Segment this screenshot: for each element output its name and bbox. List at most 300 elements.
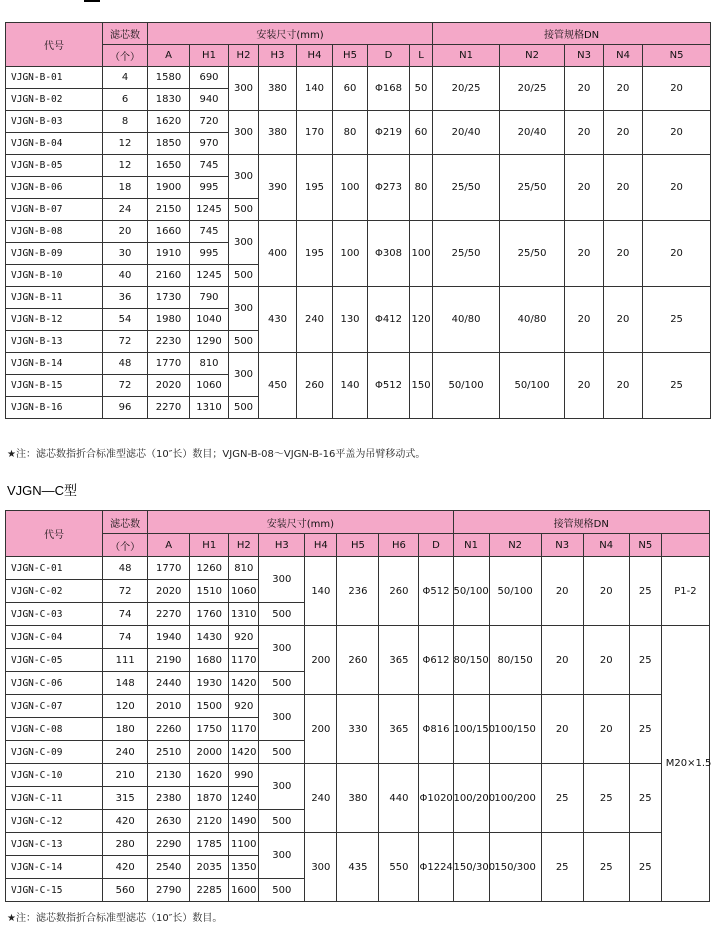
dim-n2: 50/100 xyxy=(489,557,541,626)
dim-n3: 20 xyxy=(565,221,604,287)
dim-h1: 790 xyxy=(190,287,229,309)
dim-n5: 25 xyxy=(643,353,711,419)
row-code: VJGN-C-05 xyxy=(6,649,103,672)
dim-a: 2230 xyxy=(148,331,190,353)
table-row xyxy=(6,155,711,177)
dim-h2: 990 xyxy=(229,764,259,787)
col-header: H4 xyxy=(305,534,337,557)
row-code: VJGN-C-06 xyxy=(6,672,103,695)
dim-n3: 20 xyxy=(565,111,604,155)
dim-h4: 300 xyxy=(305,833,337,902)
dim-a: 2260 xyxy=(148,718,190,741)
col-header: N5 xyxy=(643,45,711,67)
filter-count: 420 xyxy=(103,810,148,833)
col-header: A xyxy=(148,45,190,67)
dim-h1: 1785 xyxy=(190,833,229,856)
col-header: D xyxy=(419,534,453,557)
dim-n1: 80/150 xyxy=(453,626,489,695)
col-header: N5 xyxy=(629,534,661,557)
dim-n4: 25 xyxy=(583,764,629,833)
dim-h4: 195 xyxy=(297,155,333,221)
dim-h3: 500 xyxy=(259,810,305,833)
dim-n3: 20 xyxy=(565,353,604,419)
dim-a: 2510 xyxy=(148,741,190,764)
dim-h4: 240 xyxy=(305,764,337,833)
row-code: VJGN-C-13 xyxy=(6,833,103,856)
table-row xyxy=(6,833,710,856)
dim-n4: 20 xyxy=(604,111,643,155)
dim-d: Φ512 xyxy=(368,353,410,419)
dim-l: 100 xyxy=(410,221,433,287)
header-filters: 滤芯数 xyxy=(103,23,148,45)
filter-count: 560 xyxy=(103,879,148,902)
col-header: N1 xyxy=(453,534,489,557)
dim-n5: 25 xyxy=(629,764,661,833)
dim-h2: 300 xyxy=(229,221,259,265)
table-row xyxy=(6,67,711,89)
dim-a: 2440 xyxy=(148,672,190,695)
row-code: VJGN-B-14 xyxy=(6,353,103,375)
filter-count: 6 xyxy=(103,89,148,111)
col-header: H5 xyxy=(337,534,379,557)
dim-h1: 2285 xyxy=(190,879,229,902)
dim-a: 1830 xyxy=(148,89,190,111)
dim-h1: 1930 xyxy=(190,672,229,695)
row-code: VJGN-C-09 xyxy=(6,741,103,764)
filter-count: 315 xyxy=(103,787,148,810)
table-row xyxy=(6,695,710,718)
dim-n5: 25 xyxy=(629,833,661,902)
filter-count: 4 xyxy=(103,67,148,89)
filter-count: 48 xyxy=(103,353,148,375)
header-filters: 滤芯数 xyxy=(103,511,148,534)
dim-n5: 20 xyxy=(643,111,711,155)
dim-a: 1770 xyxy=(148,557,190,580)
filter-count: 18 xyxy=(103,177,148,199)
table-row xyxy=(6,287,711,309)
dim-l: 150 xyxy=(410,353,433,419)
col-header: H3 xyxy=(259,534,305,557)
col-header: H6 xyxy=(379,534,419,557)
dim-h1: 1430 xyxy=(190,626,229,649)
dim-h3: 390 xyxy=(259,155,297,221)
dim-h1: 1760 xyxy=(190,603,229,626)
dim-h1: 970 xyxy=(190,133,229,155)
dim-n4: 20 xyxy=(604,353,643,419)
dim-h1: 720 xyxy=(190,111,229,133)
row-code: VJGN-B-03 xyxy=(6,111,103,133)
dim-n2: 20/25 xyxy=(500,67,565,111)
dim-h5: 130 xyxy=(333,287,368,353)
dim-h1: 2035 xyxy=(190,856,229,879)
dim-n1: 100/200 xyxy=(453,764,489,833)
filter-count: 8 xyxy=(103,111,148,133)
dim-n3: 20 xyxy=(541,695,583,764)
dim-n1: 25/50 xyxy=(433,221,500,287)
filter-count: 72 xyxy=(103,580,148,603)
dim-a: 1650 xyxy=(148,155,190,177)
dim-h1: 2000 xyxy=(190,741,229,764)
col-header: A xyxy=(148,534,190,557)
filter-count: 20 xyxy=(103,221,148,243)
row-code: VJGN-B-09 xyxy=(6,243,103,265)
dim-a: 2790 xyxy=(148,879,190,902)
table-row xyxy=(6,764,710,787)
filter-count: 280 xyxy=(103,833,148,856)
dim-h3: 380 xyxy=(259,111,297,155)
dim-h1: 1245 xyxy=(190,265,229,287)
header-install-dims: 安装尺寸(mm) xyxy=(148,511,453,534)
dim-h1: 1040 xyxy=(190,309,229,331)
dim-a: 1770 xyxy=(148,353,190,375)
dim-n5: 25 xyxy=(629,557,661,626)
col-header: L xyxy=(410,45,433,67)
dim-h2: 1170 xyxy=(229,718,259,741)
dim-n4: 20 xyxy=(583,695,629,764)
dim-a: 2020 xyxy=(148,580,190,603)
filter-count: 24 xyxy=(103,199,148,221)
row-code: VJGN-B-07 xyxy=(6,199,103,221)
header-code: 代号 xyxy=(6,511,103,557)
dim-n3: 25 xyxy=(541,833,583,902)
dim-h1: 1260 xyxy=(190,557,229,580)
dim-a: 1660 xyxy=(148,221,190,243)
row-code: VJGN-B-12 xyxy=(6,309,103,331)
col-header: N1 xyxy=(433,45,500,67)
filter-count: 30 xyxy=(103,243,148,265)
dim-n2: 50/100 xyxy=(500,353,565,419)
col-header: H2 xyxy=(229,534,259,557)
row-code: VJGN-B-01 xyxy=(6,67,103,89)
dim-h2: 1240 xyxy=(229,787,259,810)
col-header: N4 xyxy=(583,534,629,557)
dim-h5: 236 xyxy=(337,557,379,626)
dim-h6: 365 xyxy=(379,695,419,764)
dim-h1: 1060 xyxy=(190,375,229,397)
dim-h1: 940 xyxy=(190,89,229,111)
row-code: VJGN-C-04 xyxy=(6,626,103,649)
row-code: VJGN-B-10 xyxy=(6,265,103,287)
dim-h2: 1170 xyxy=(229,649,259,672)
dim-n3: 25 xyxy=(541,764,583,833)
col-header: N2 xyxy=(500,45,565,67)
row-code: VJGN-C-07 xyxy=(6,695,103,718)
dim-h4: 200 xyxy=(305,695,337,764)
dim-h4: 260 xyxy=(297,353,333,419)
dim-d: Φ273 xyxy=(368,155,410,221)
filter-count: 148 xyxy=(103,672,148,695)
col-header-extra xyxy=(661,534,709,557)
dim-h5: 100 xyxy=(333,155,368,221)
dim-n4: 25 xyxy=(583,833,629,902)
filter-count: 420 xyxy=(103,856,148,879)
dim-h2: 300 xyxy=(229,67,259,111)
row-code: VJGN-B-02 xyxy=(6,89,103,111)
dim-l: 80 xyxy=(410,155,433,221)
dim-h6: 260 xyxy=(379,557,419,626)
table-row xyxy=(6,111,711,133)
dim-d: Φ168 xyxy=(368,67,410,111)
row-code: VJGN-B-16 xyxy=(6,397,103,419)
dim-n2: 40/80 xyxy=(500,287,565,353)
dim-h5: 80 xyxy=(333,111,368,155)
header-unit: （个） xyxy=(103,534,148,557)
filter-count: 120 xyxy=(103,695,148,718)
dim-n4: 20 xyxy=(583,626,629,695)
vjgn-b-table-body xyxy=(6,67,711,419)
dim-n1: 20/40 xyxy=(433,111,500,155)
row-code: VJGN-C-08 xyxy=(6,718,103,741)
col-header: H5 xyxy=(333,45,368,67)
dim-h4: 240 xyxy=(297,287,333,353)
dim-n2: 20/40 xyxy=(500,111,565,155)
row-code: VJGN-B-13 xyxy=(6,331,103,353)
dim-h5: 100 xyxy=(333,221,368,287)
col-header: D xyxy=(368,45,410,67)
col-header: H1 xyxy=(190,45,229,67)
thread-spec-first: P1-2 xyxy=(661,557,709,626)
dim-h1: 995 xyxy=(190,177,229,199)
dim-h4: 140 xyxy=(305,557,337,626)
dim-h5: 60 xyxy=(333,67,368,111)
dim-a: 1900 xyxy=(148,177,190,199)
dim-a: 2150 xyxy=(148,199,190,221)
dim-h3: 400 xyxy=(259,221,297,287)
dim-h1: 1290 xyxy=(190,331,229,353)
filter-count: 210 xyxy=(103,764,148,787)
dim-a: 2190 xyxy=(148,649,190,672)
dim-h2: 920 xyxy=(229,695,259,718)
filter-count: 36 xyxy=(103,287,148,309)
dim-h2: 1490 xyxy=(229,810,259,833)
dim-n2: 150/300 xyxy=(489,833,541,902)
dim-a: 1850 xyxy=(148,133,190,155)
col-header: H4 xyxy=(297,45,333,67)
dim-h3: 300 xyxy=(259,626,305,672)
dim-h2: 500 xyxy=(229,397,259,419)
table-row xyxy=(6,221,711,243)
row-code: VJGN-C-10 xyxy=(6,764,103,787)
dim-h2: 810 xyxy=(229,557,259,580)
dim-h2: 500 xyxy=(229,265,259,287)
dim-n2: 25/50 xyxy=(500,155,565,221)
filter-count: 72 xyxy=(103,375,148,397)
dim-h3: 300 xyxy=(259,833,305,879)
filter-count: 180 xyxy=(103,718,148,741)
row-code: VJGN-C-01 xyxy=(6,557,103,580)
dim-h2: 500 xyxy=(229,199,259,221)
dim-a: 2270 xyxy=(148,397,190,419)
dim-n4: 20 xyxy=(604,67,643,111)
dim-n5: 25 xyxy=(629,695,661,764)
dim-a: 2380 xyxy=(148,787,190,810)
dim-n5: 20 xyxy=(643,155,711,221)
dim-h3: 500 xyxy=(259,672,305,695)
dim-h4: 170 xyxy=(297,111,333,155)
dim-n2: 80/150 xyxy=(489,626,541,695)
table-row xyxy=(6,557,710,580)
vjgn-b-footnote: ★注：滤芯数指折合标准型滤芯（10″长）数目；VJGN-B-08～VJGN-B-16平盖为吊臂移动式。 xyxy=(7,449,426,460)
col-header: N3 xyxy=(541,534,583,557)
dim-h6: 550 xyxy=(379,833,419,902)
dim-h4: 195 xyxy=(297,221,333,287)
dim-n2: 100/200 xyxy=(489,764,541,833)
dim-n4: 20 xyxy=(583,557,629,626)
dim-h2: 1350 xyxy=(229,856,259,879)
dim-h1: 1510 xyxy=(190,580,229,603)
vjgn-c-table-body xyxy=(6,557,710,902)
dim-h2: 920 xyxy=(229,626,259,649)
filter-count: 96 xyxy=(103,397,148,419)
dim-n1: 25/50 xyxy=(433,155,500,221)
dim-a: 1940 xyxy=(148,626,190,649)
dim-d: Φ1020 xyxy=(419,764,453,833)
dim-h1: 1500 xyxy=(190,695,229,718)
dim-l: 120 xyxy=(410,287,433,353)
dim-d: Φ816 xyxy=(419,695,453,764)
dim-h3: 430 xyxy=(259,287,297,353)
dim-h3: 450 xyxy=(259,353,297,419)
dim-h2: 1600 xyxy=(229,879,259,902)
dim-h2: 300 xyxy=(229,353,259,397)
col-header: N2 xyxy=(489,534,541,557)
dim-h3: 300 xyxy=(259,695,305,741)
dim-a: 2630 xyxy=(148,810,190,833)
dim-a: 1980 xyxy=(148,309,190,331)
dim-a: 1910 xyxy=(148,243,190,265)
header-unit: （个） xyxy=(103,45,148,67)
dim-h2: 300 xyxy=(229,111,259,155)
dim-d: Φ612 xyxy=(419,626,453,695)
dim-l: 60 xyxy=(410,111,433,155)
dim-a: 2130 xyxy=(148,764,190,787)
filter-count: 12 xyxy=(103,133,148,155)
dim-h1: 1245 xyxy=(190,199,229,221)
col-header: H1 xyxy=(190,534,229,557)
dim-h6: 440 xyxy=(379,764,419,833)
dim-h3: 300 xyxy=(259,557,305,603)
vjgn-b-spec-table xyxy=(5,22,711,419)
dim-a: 2270 xyxy=(148,603,190,626)
row-code: VJGN-C-15 xyxy=(6,879,103,902)
dim-h4: 140 xyxy=(297,67,333,111)
dim-n3: 20 xyxy=(541,626,583,695)
vjgn-c-spec-table xyxy=(5,510,710,902)
dim-n1: 150/300 xyxy=(453,833,489,902)
col-header: N3 xyxy=(565,45,604,67)
dim-n2: 100/150 xyxy=(489,695,541,764)
filter-count: 12 xyxy=(103,155,148,177)
dim-a: 2540 xyxy=(148,856,190,879)
dim-h2: 300 xyxy=(229,287,259,331)
dim-n3: 20 xyxy=(565,155,604,221)
dim-a: 1730 xyxy=(148,287,190,309)
row-code: VJGN-C-11 xyxy=(6,787,103,810)
row-code: VJGN-C-12 xyxy=(6,810,103,833)
top-fragment-mark xyxy=(84,0,100,2)
dim-a: 2160 xyxy=(148,265,190,287)
dim-h5: 435 xyxy=(337,833,379,902)
dim-h3: 380 xyxy=(259,67,297,111)
filter-count: 111 xyxy=(103,649,148,672)
dim-n5: 20 xyxy=(643,221,711,287)
col-header: H2 xyxy=(229,45,259,67)
row-code: VJGN-B-04 xyxy=(6,133,103,155)
filter-count: 74 xyxy=(103,626,148,649)
dim-h1: 745 xyxy=(190,155,229,177)
vjgn-c-section-title: VJGN—C型 xyxy=(7,483,78,498)
dim-h3: 500 xyxy=(259,603,305,626)
dim-h2: 1420 xyxy=(229,672,259,695)
header-pipe-spec: 接管规格DN xyxy=(453,511,709,534)
dim-d: Φ1224 xyxy=(419,833,453,902)
filter-count: 72 xyxy=(103,331,148,353)
header-code: 代号 xyxy=(6,23,103,67)
dim-n5: 20 xyxy=(643,67,711,111)
dim-h5: 140 xyxy=(333,353,368,419)
dim-h2: 300 xyxy=(229,155,259,199)
dim-h2: 500 xyxy=(229,331,259,353)
dim-h1: 1870 xyxy=(190,787,229,810)
dim-a: 1580 xyxy=(148,67,190,89)
col-header: H3 xyxy=(259,45,297,67)
dim-n3: 20 xyxy=(565,67,604,111)
dim-n5: 25 xyxy=(629,626,661,695)
dim-n4: 20 xyxy=(604,221,643,287)
dim-h3: 300 xyxy=(259,764,305,810)
dim-n1: 50/100 xyxy=(433,353,500,419)
dim-d: Φ219 xyxy=(368,111,410,155)
dim-h1: 2120 xyxy=(190,810,229,833)
dim-h2: 1100 xyxy=(229,833,259,856)
dim-h6: 365 xyxy=(379,626,419,695)
dim-n5: 25 xyxy=(643,287,711,353)
dim-h1: 745 xyxy=(190,221,229,243)
dim-d: Φ412 xyxy=(368,287,410,353)
dim-h1: 1310 xyxy=(190,397,229,419)
dim-h2: 1420 xyxy=(229,741,259,764)
dim-a: 2010 xyxy=(148,695,190,718)
dim-n1: 50/100 xyxy=(453,557,489,626)
dim-h1: 1680 xyxy=(190,649,229,672)
row-code: VJGN-B-05 xyxy=(6,155,103,177)
row-code: VJGN-C-14 xyxy=(6,856,103,879)
dim-h2: 1060 xyxy=(229,580,259,603)
row-code: VJGN-B-15 xyxy=(6,375,103,397)
table-row xyxy=(6,353,711,375)
row-code: VJGN-B-11 xyxy=(6,287,103,309)
dim-h1: 995 xyxy=(190,243,229,265)
dim-h2: 1310 xyxy=(229,603,259,626)
dim-h1: 1750 xyxy=(190,718,229,741)
filter-count: 48 xyxy=(103,557,148,580)
header-pipe-spec: 接管规格DN xyxy=(433,23,711,45)
table-row xyxy=(6,626,710,649)
dim-h1: 810 xyxy=(190,353,229,375)
dim-n1: 20/25 xyxy=(433,67,500,111)
dim-n3: 20 xyxy=(541,557,583,626)
filter-count: 54 xyxy=(103,309,148,331)
row-code: VJGN-B-08 xyxy=(6,221,103,243)
dim-a: 1620 xyxy=(148,111,190,133)
dim-h5: 260 xyxy=(337,626,379,695)
filter-count: 74 xyxy=(103,603,148,626)
dim-h5: 380 xyxy=(337,764,379,833)
col-header: N4 xyxy=(604,45,643,67)
dim-a: 2290 xyxy=(148,833,190,856)
dim-n3: 20 xyxy=(565,287,604,353)
dim-h1: 690 xyxy=(190,67,229,89)
